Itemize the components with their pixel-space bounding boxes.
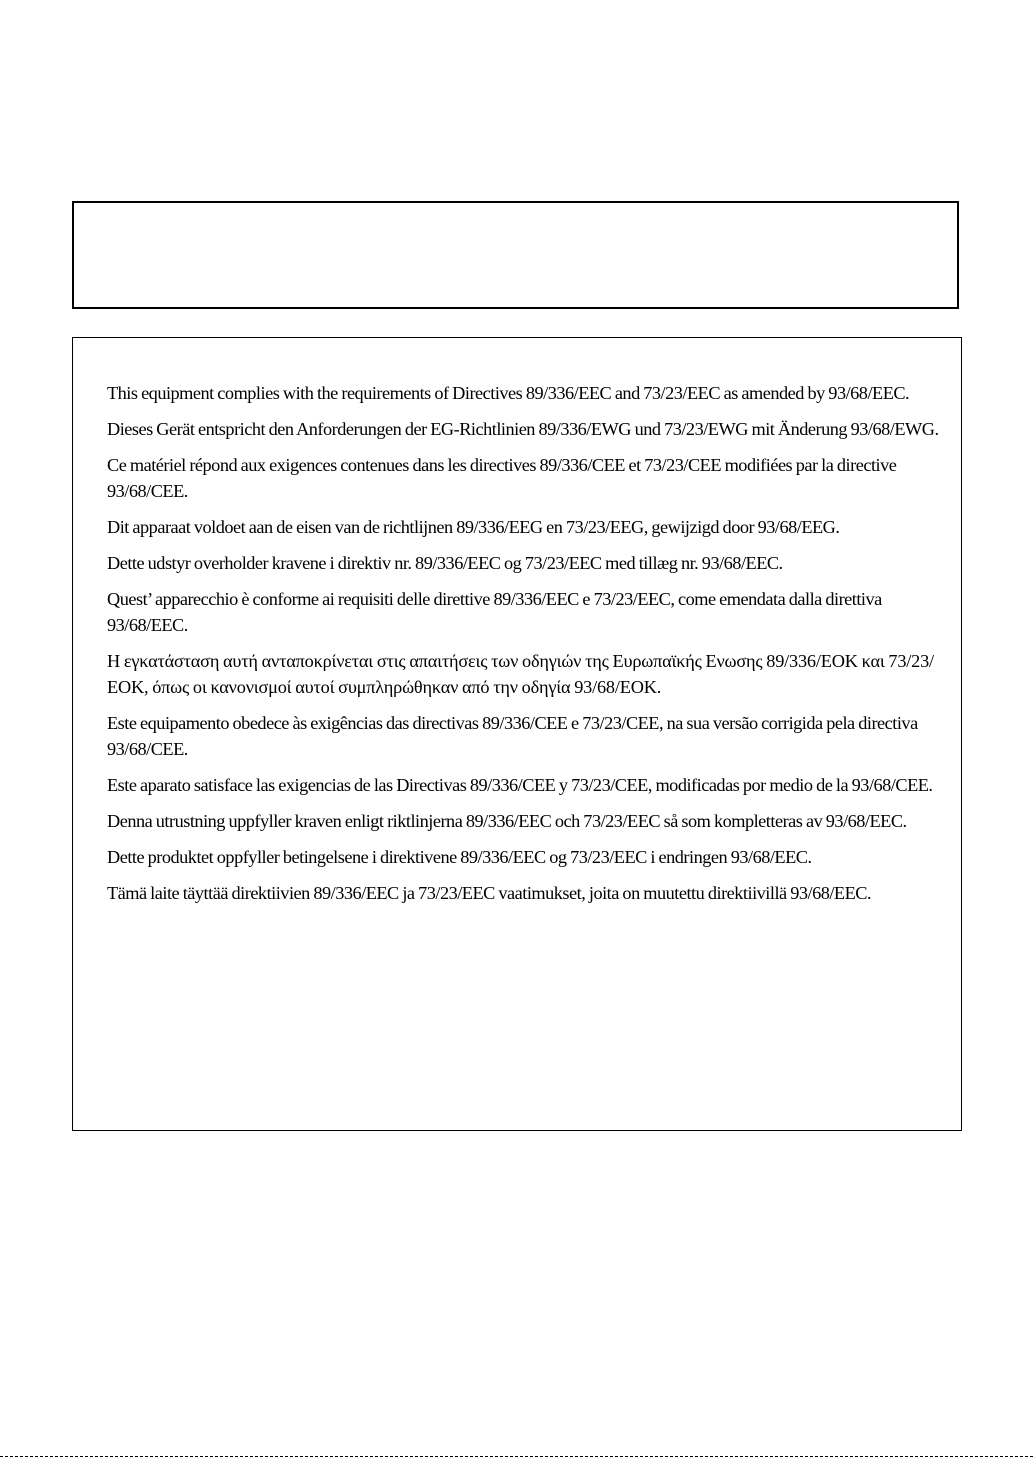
statement-dutch: Dit apparaat voldoet aan de eisen van de richtlijnen 89/336/EEG en 73/23/EEG, gewijzigd door 93/68/EEG. <box>107 517 840 537</box>
statement-portuguese: Este equipamento obedece às exigências das directivas 89/336/CEE e 73/23/CEE, na sua versão corrigida pela directiva 93/68/CEE. <box>107 713 918 759</box>
statement-spanish: Este aparato satisface las exigencias de las Directivas 89/336/CEE y 73/23/CEE, modificadas por medio de la 93/68/CEE. <box>107 775 933 795</box>
statement-german: Dieses Gerät entspricht den Anforderungen der EG-Richtlinien 89/336/EWG und 73/23/EWG mit Änderung 93/68/EWG. <box>107 419 939 439</box>
ce-compliance-box <box>72 337 962 1131</box>
statement-finnish: Tämä laite täyttää direktiivien 89/336/EEC ja 73/23/EEC vaatimukset, joita on muutettu direktiivillä 93/68/EEC. <box>107 883 872 903</box>
statement-swedish: Denna utrustning uppfyller kraven enligt riktlinjerna 89/336/EEC och 73/23/EEC så som kompletteras av 93/68/EEC. <box>107 811 907 831</box>
statement-italian: Quest’ apparecchio è conforme ai requisiti delle direttive 89/336/EEC e 73/23/EEC, come emendata dalla direttiva 93/68/EEC. <box>107 589 882 635</box>
statement-danish: Dette udstyr overholder kravene i direktiv nr. 89/336/EEC og 73/23/EEC med tillæg nr. 93/68/EEC. <box>107 553 783 573</box>
statement-norwegian: Dette produktet oppfyller betingelsene i direktivene 89/336/EEC og 73/23/EEC i endringen 93/68/EEC. <box>107 847 812 867</box>
statement-greek: Η εγκατάσταση αυτή ανταποκρίνεται στις απαιτήσεις των οδηγιών της Ευρωπαϊκής Ενωσης 89/336/ΕΟΚ και 73/23/ΕΟΚ, όπως οι κανονισμοί αυτοί συμπληρώθηκαν από την οδηγία 93/68/ΕΟΚ. <box>107 651 934 697</box>
empty-frame <box>72 201 959 309</box>
statement-english: This equipment complies with the requirements of Directives 89/336/EEC and 73/23/EEC as amended by 93/68/EEC. <box>107 383 910 403</box>
bottom-dashed-rule <box>0 1456 1033 1457</box>
statement-french: Ce matériel répond aux exigences contenues dans les directives 89/336/CEE et 73/23/CEE modifiées par la directive 93/68/CEE. <box>107 455 897 501</box>
